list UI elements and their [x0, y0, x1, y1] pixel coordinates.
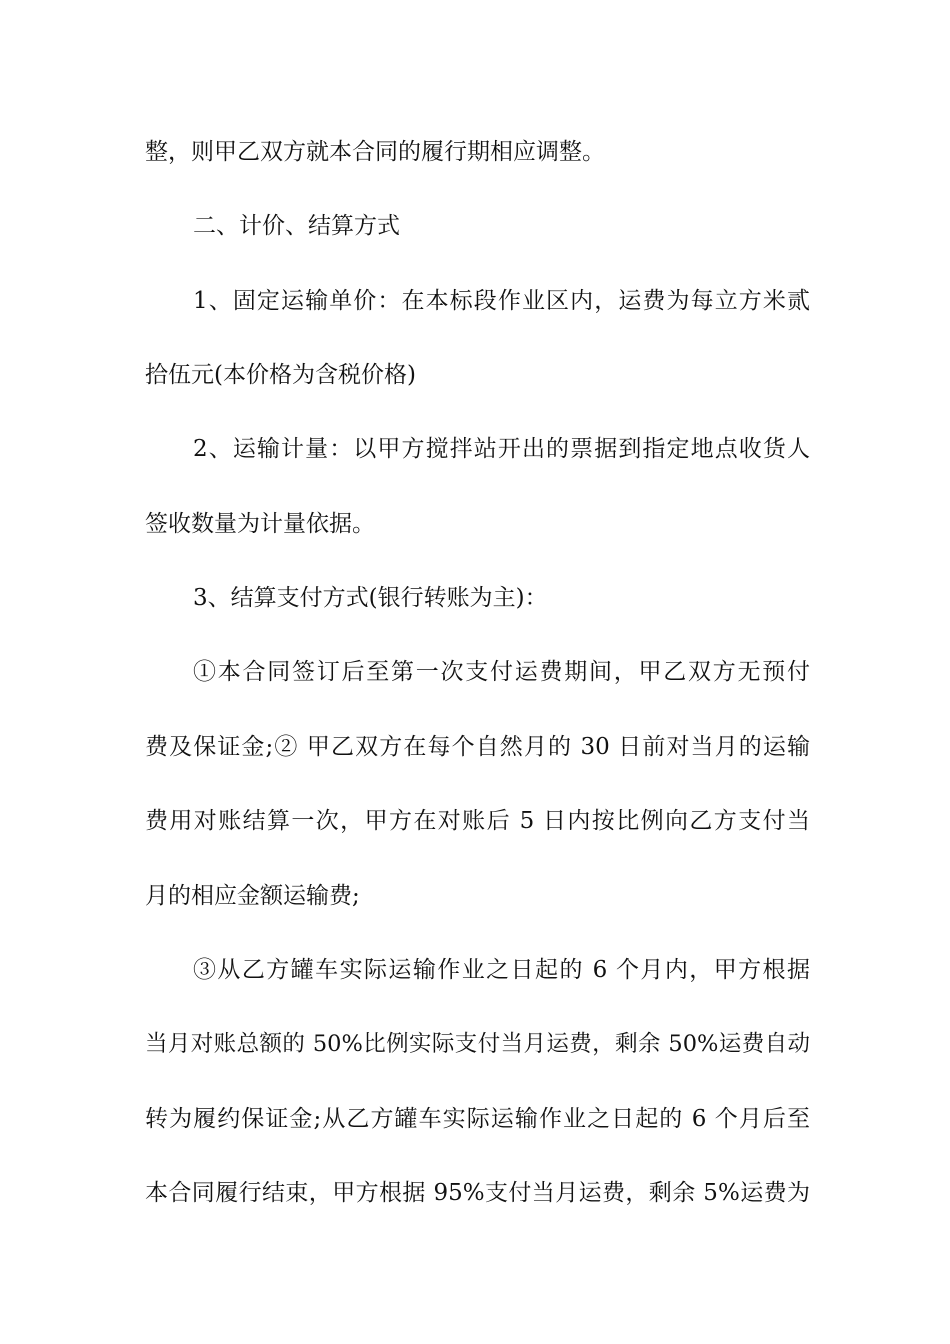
paragraph-line: 2、运输计量：以甲方搅拌站开出的票据到指定地点收货人: [193, 436, 810, 462]
paragraph-line: ③从乙方罐车实际运输作业之日起的 6 个月内，甲方根据: [193, 957, 810, 983]
paragraph-line: 月的相应金额运输费;: [145, 883, 360, 909]
paragraph-line: 本合同履行结束，甲方根据 95%支付当月运费，剩余 5%运费为: [145, 1180, 810, 1206]
paragraph-line: 整，则甲乙双方就本合同的履行期相应调整。: [145, 139, 605, 165]
paragraph-line: 3、结算支付方式(银行转账为主)：: [193, 585, 548, 611]
paragraph-line: 费及保证金;② 甲乙双方在每个自然月的 30 日前对当月的运输: [145, 734, 810, 760]
section-heading: 二、计价、结算方式: [193, 213, 400, 239]
paragraph-line: 当月对账总额的 50%比例实际支付当月运费，剩余 50%运费自动: [145, 1031, 810, 1057]
paragraph-line: 费用对账结算一次，甲方在对账后 5 日内按比例向乙方支付当: [145, 808, 810, 834]
paragraph-line: 签收数量为计量依据。: [145, 511, 375, 537]
paragraph-line: 转为履约保证金;从乙方罐车实际运输作业之日起的 6 个月后至: [145, 1106, 810, 1132]
paragraph-line: ①本合同签订后至第一次支付运费期间，甲乙双方无预付: [193, 659, 810, 685]
paragraph-line: 拾伍元(本价格为含税价格): [145, 362, 416, 388]
paragraph-line: 1、固定运输单价：在本标段作业区内，运费为每立方米贰: [193, 288, 810, 314]
